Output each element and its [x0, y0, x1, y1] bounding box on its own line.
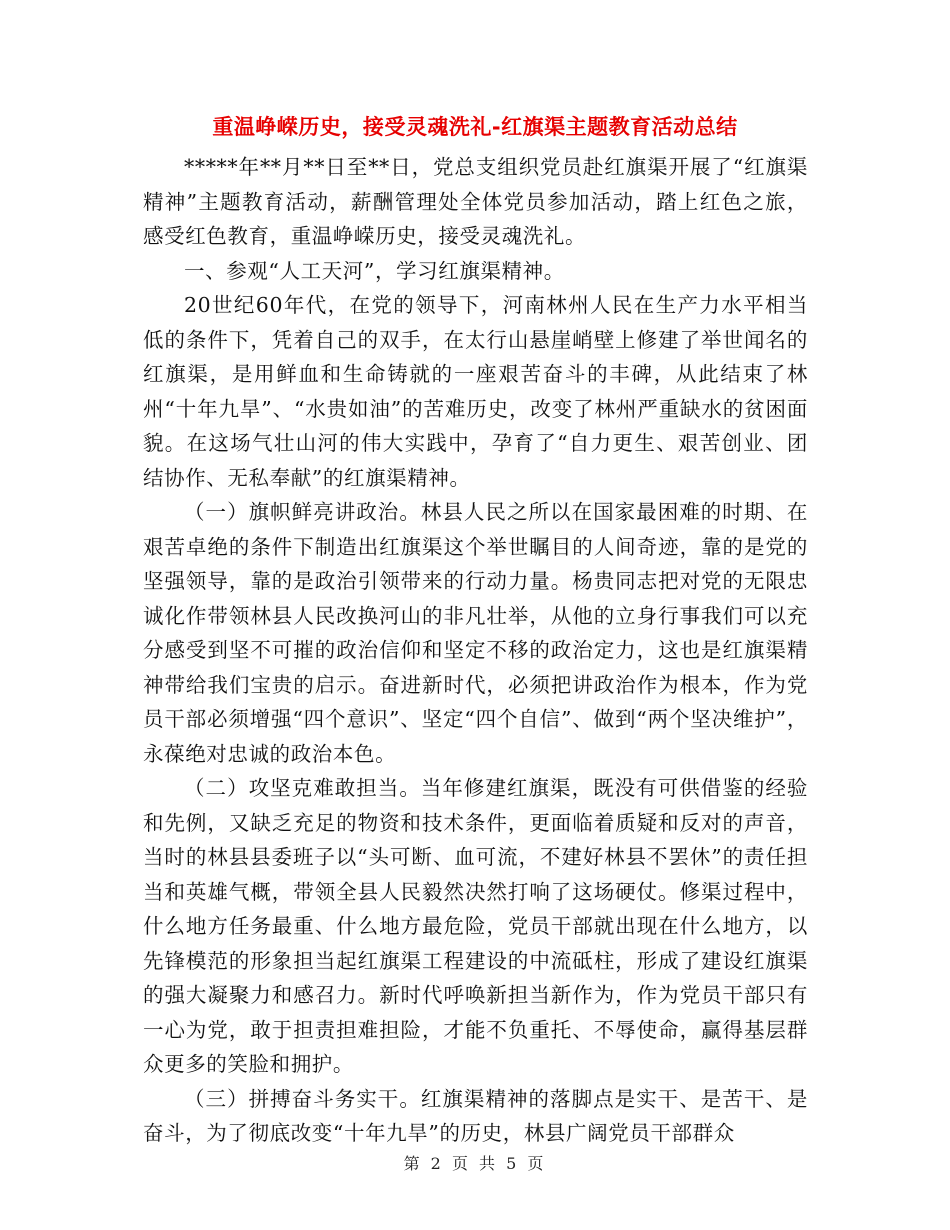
- section-heading-1: 一、参观“人工天河”，学习红旗渠精神。: [184, 258, 565, 283]
- document-body: [143, 150, 808, 1151]
- paragraph-point-1: （一）旗帜鲜亮讲政治。林县人民之所以在国家最困难的时期、在艰苦卓绝的条件下制造出红旗渠这个举世瞩目的人间奇迹，靠的是党的坚强领导，靠的是政治引领带来的行动力量。杨贵同志把对党的无限忠诚化作带领林县人民改换河山的非凡壮举，从他的立身行事我们可以充分感受到坚不可摧的政治信仰和坚定不移的政治定力，这也是红旗渠精神带给我们宝贵的启示。奋进新时代，必须把讲政治作为根本，作为党员干部必须增强“四个意识”、坚定“四个自信”、做到“两个坚决维护”，永葆绝对忠诚的政治本色。: [143, 500, 808, 766]
- page-number: 第 2 页 共 5 页: [403, 1154, 547, 1173]
- document-title: 重温峥嵘历史，接受灵魂洗礼-红旗渠主题教育活动总结: [212, 115, 738, 139]
- paragraph-point-3: （三）拼搏奋斗务实干。红旗渠精神的落脚点是实干、是苦干、是奋斗，为了彻底改变“十年九旱”的历史，林县广阔党员干部群众: [143, 1086, 808, 1145]
- paragraph-point-2: （二）攻坚克难敢担当。当年修建红旗渠，既没有可供借鉴的经验和先例，又缺乏充足的物资和技术条件，更面临着质疑和反对的声音，当时的林县县委班子以“头可断、血可流，不建好林县不罢休”的责任担当和英雄气概，带领全县人民毅然决然打响了这场硬仗。修渠过程中，什么地方任务最重、什么地方最危险，党员干部就出现在什么地方，以先锋模范的形象担当起红旗渠工程建设的中流砥柱，形成了建设红旗渠的强大凝聚力和感召力。新时代呼唤新担当新作为，作为党员干部只有一心为党，敢于担责担难担险，才能不负重托、不辱使命，赢得基层群众更多的笑脸和拥护。: [143, 776, 808, 1076]
- paragraph-background: 20世纪60年代，在党的领导下，河南林州人民在生产力水平相当低的条件下，凭着自己的双手，在太行山悬崖峭壁上修建了举世闻名的红旗渠，是用鲜血和生命铸就的一座艰苦奋斗的丰碑，从此结束了林州“十年九旱”、“水贵如油”的苦难历史，改变了林州严重缺水的贫困面貌。在这场气壮山河的伟大实践中，孕育了“自力更生、艰苦创业、团结协作、无私奉献”的红旗渠精神。: [143, 293, 808, 490]
- paragraph-intro: *****年**月**日至**日，党总支组织党员赴红旗渠开展了“红旗渠精神”主题教育活动，薪酬管理处全体党员参加活动，踏上红色之旅，感受红色教育，重温峥嵘历史，接受灵魂洗礼。: [143, 155, 808, 248]
